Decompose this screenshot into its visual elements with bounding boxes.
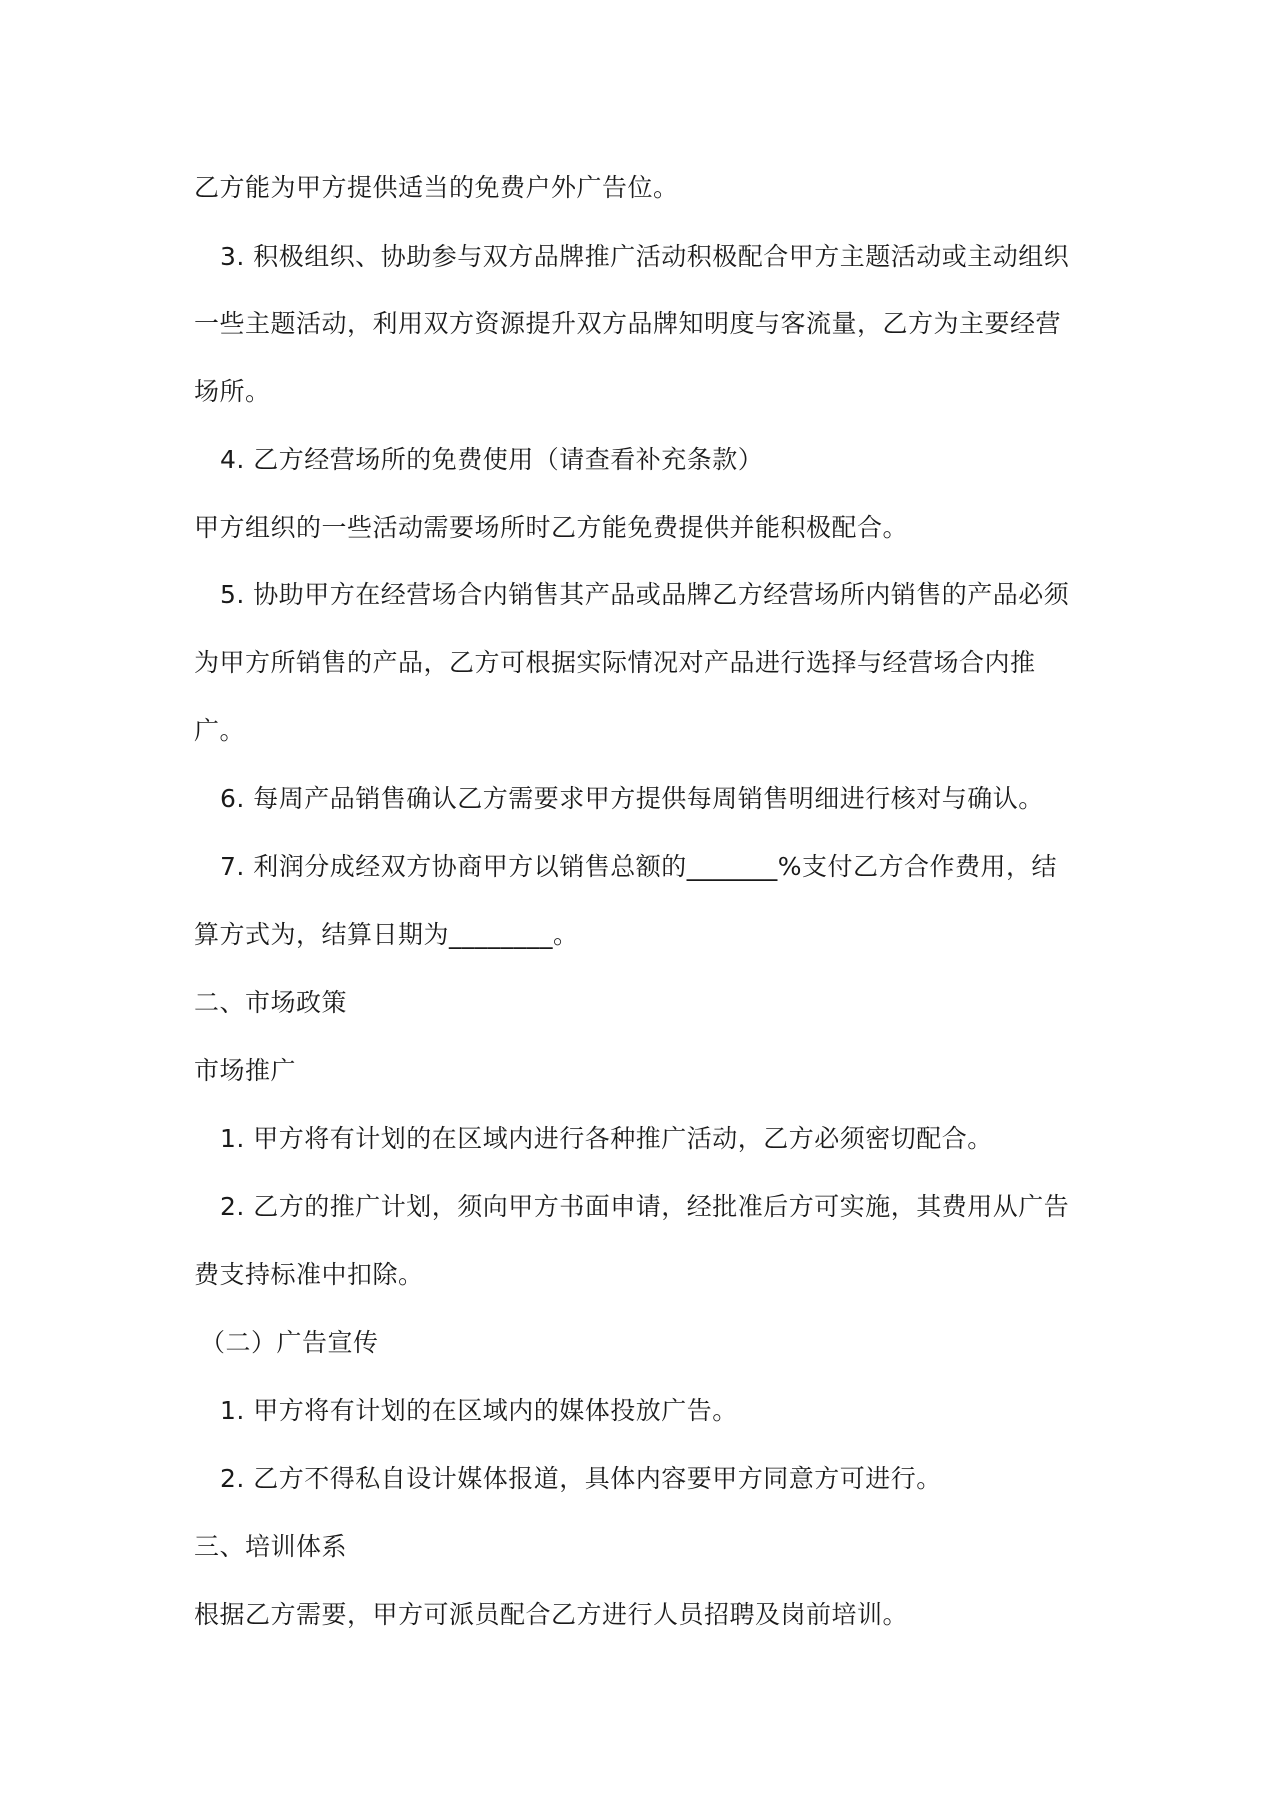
list-item-2-line-2: 费支持标准中扣除。	[194, 1260, 424, 1289]
list-item-6: 6. 每周产品销售确认乙方需要求甲方提供每周销售明细进行核对与确认。	[220, 784, 1044, 813]
list-item-7-line-1: 7. 利润分成经双方协商甲方以销售总额的_______%支付乙方合作费用，结	[220, 852, 1058, 881]
list-item-1: 1. 甲方将有计划的在区域内的媒体投放广告。	[220, 1396, 738, 1425]
subsection-heading: 市场推广	[194, 1056, 297, 1085]
list-item-5-line-2: 为甲方所销售的产品，乙方可根据实际情况对产品进行选择与经营场合内推	[194, 648, 1036, 677]
section-heading-3: 三、培训体系	[194, 1532, 348, 1561]
subsection-heading: （二）广告宣传	[200, 1328, 379, 1357]
list-item-3-line-1: 3. 积极组织、协助参与双方品牌推广活动积极配合甲方主题活动或主动组织	[220, 242, 1070, 271]
list-item-3-line-3: 场所。	[194, 377, 271, 406]
list-item-5-line-3: 广。	[194, 716, 246, 745]
list-item-5-line-1: 5. 协助甲方在经营场合内销售其产品或品牌乙方经营场所内销售的产品必须	[220, 580, 1070, 609]
paragraph-line: 乙方能为甲方提供适当的免费户外广告位。	[194, 173, 679, 202]
paragraph-line: 甲方组织的一些活动需要场所时乙方能免费提供并能积极配合。	[194, 513, 909, 542]
list-item-7-line-2: 算方式为，结算日期为________。	[194, 920, 579, 949]
list-item-1: 1. 甲方将有计划的在区域内进行各种推广活动，乙方必须密切配合。	[220, 1124, 993, 1153]
section-heading-2: 二、市场政策	[194, 988, 348, 1017]
list-item-2: 2. 乙方不得私自设计媒体报道，具体内容要甲方同意方可进行。	[220, 1464, 942, 1493]
list-item-2-line-1: 2. 乙方的推广计划，须向甲方书面申请，经批准后方可实施，其费用从广告	[220, 1192, 1070, 1221]
list-item-4: 4. 乙方经营场所的免费使用（请查看补充条款）	[220, 445, 764, 474]
paragraph-line: 根据乙方需要，甲方可派员配合乙方进行人员招聘及岗前培训。	[194, 1600, 909, 1629]
list-item-3-line-2: 一些主题活动，利用双方资源提升双方品牌知明度与客流量，乙方为主要经营	[194, 309, 1062, 338]
